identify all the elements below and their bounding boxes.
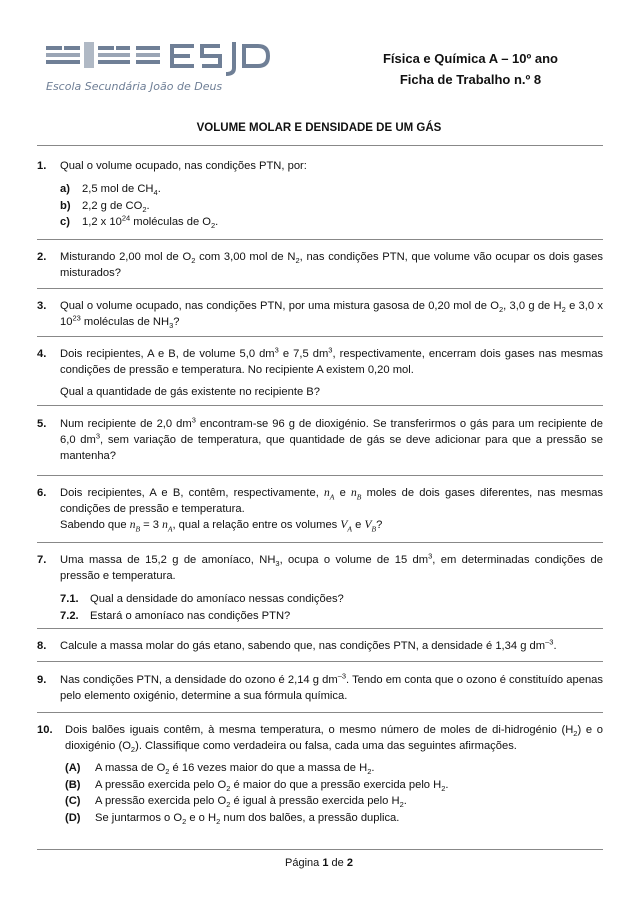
- divider: [37, 712, 603, 713]
- header-block: [383, 48, 558, 90]
- question-3: [37, 298, 603, 330]
- item-A: (A) A massa de $O_2$ é 16 vezes maior do que a massa de $H_2$.: [65, 762, 375, 777]
- divider: [37, 661, 603, 662]
- question-number: 7.: [37, 554, 47, 566]
- item-a: a) 2,5 mol de $CH_4$.: [60, 183, 161, 198]
- question-text: Dois recipientes, A e B, contêm, respectivamente, $n_A$ e $n_B$ moles de dois gases diferentes, nas mesmas condições de pressão e temperatura.: [60, 487, 603, 515]
- divider: [37, 542, 603, 543]
- item-C: (C) A pressão exercida pelo $O_2$ é igual à pressão exercida pelo $H_2$.: [65, 795, 407, 810]
- question-number: 3.: [37, 300, 47, 312]
- logo-subtitle: Escola Secundária João de Deus: [46, 80, 223, 93]
- question-subtext: Sabendo que $n_B = 3$ $n_A$, qual a relação entre os volumes $V_A$ e $V_B$?: [60, 519, 383, 534]
- divider: [37, 288, 603, 289]
- page-footer: Página 1 de 2: [285, 857, 353, 869]
- question-1: [37, 158, 603, 231]
- subject-line: Física e Química A – 10º ano: [382, 51, 558, 66]
- question-6: [37, 485, 603, 533]
- question-number: 1.: [37, 160, 47, 172]
- question-text: Calcule a massa molar do gás etano, sabendo que, nas condições PTN, a densidade é 1,34 g $dm^{-3}$.: [60, 637, 557, 652]
- question-text: Dois balões iguais contêm, à mesma temperatura, o mesmo número de moles de di-hidrogénio $(H_2)$ e o dioxigénio $(O_2)$. Classifique como verdadeira ou falsa, cada uma das seguintes afirmações.: [65, 724, 604, 755]
- divider: [37, 239, 603, 240]
- worksheet-line: Ficha de Trabalho n.º 8: [399, 72, 542, 87]
- page-title: VOLUME MOLAR E DENSIDADE DE UM GÁS: [196, 122, 442, 134]
- question-5: [37, 416, 603, 464]
- question-number: 10.: [37, 724, 53, 736]
- item-7-2: 7.2. Estará o amoníaco nas condições PTN?: [60, 609, 291, 622]
- divider: [37, 336, 603, 337]
- question-text: Misturando 2,00 mol de $O_2$ com 3,00 mol de $N_2$, nas condições PTN, que volume vão ocupar os dois gases misturados?: [60, 251, 603, 279]
- question-number: 4.: [37, 348, 47, 360]
- item-D: (D) Se juntarmos o $O_2$ e o $H_2$ num dos balões, a pressão duplica.: [65, 811, 400, 826]
- question-number: 9.: [37, 674, 47, 686]
- question-number: 6.: [37, 487, 47, 499]
- question-text: Qual o volume ocupado, nas condições PTN, por uma mistura gasosa de 0,20 mol de $O_2$, 3,0 g de $H_2$ e 3,0 x $10^{23}$ moléculas de $NH_3$?: [60, 300, 603, 331]
- divider: [37, 405, 603, 406]
- question-2: [37, 249, 603, 281]
- question-text: Qual o volume ocupado, nas condições PTN, por:: [60, 160, 307, 172]
- question-number: 8.: [37, 640, 47, 652]
- divider: [37, 145, 603, 146]
- question-7: [37, 552, 603, 624]
- divider: [37, 628, 603, 629]
- divider: [37, 475, 603, 476]
- footer-divider: [37, 849, 603, 850]
- question-text: Dois recipientes, A e B, de volume 5,0 $dm^3$ e 7,5 $dm^3$, respectivamente, encerram dois gases nas mesmas condições de pressão e temperatura. No recipiente A existem 0,20 mol.: [60, 345, 604, 376]
- question-number: 5.: [37, 418, 47, 430]
- question-9: [37, 672, 603, 704]
- question-8: [37, 638, 603, 654]
- school-logo: [44, 36, 294, 96]
- question-10: [37, 722, 603, 826]
- question-text: Uma massa de 15,2 g de amoníaco, $NH_3$, ocupa o volume de 15 $dm^3$, em determinadas condições de pressão e temperatura.: [60, 551, 603, 582]
- item-7-1: 7.1. Qual a densidade do amoníaco nessas condições?: [60, 593, 344, 605]
- question-text: Num recipiente de 2,0 $dm^3$ encontram-se 96 g de dioxigénio. Se transferirmos o gás para um recipiente de 6,0 $dm^3$, sem variação de temperatura, que quantidade de gás se deve adicionar para que a pressão se mantenha?: [60, 415, 603, 462]
- item-c: c) 1,2 x $10^{24}$ moléculas de $O_2$.: [60, 213, 219, 231]
- item-b: b) 2,2 g de $CO_2$.: [60, 199, 150, 214]
- question-text: Nas condições PTN, a densidade do ozono é 2,14 g $dm^{-3}$. Tendo em conta que o ozono é constituído apenas pelo elemento oxigénio, determine a sua fórmula química.: [60, 671, 603, 702]
- question-4: [37, 346, 603, 400]
- item-B: (B) A pressão exercida pelo $O_2$ é maior do que a pressão exercida pelo $H_2$.: [65, 778, 449, 793]
- question-number: 2.: [37, 251, 47, 263]
- question-subtext: Qual a quantidade de gás existente no recipiente B?: [60, 386, 320, 398]
